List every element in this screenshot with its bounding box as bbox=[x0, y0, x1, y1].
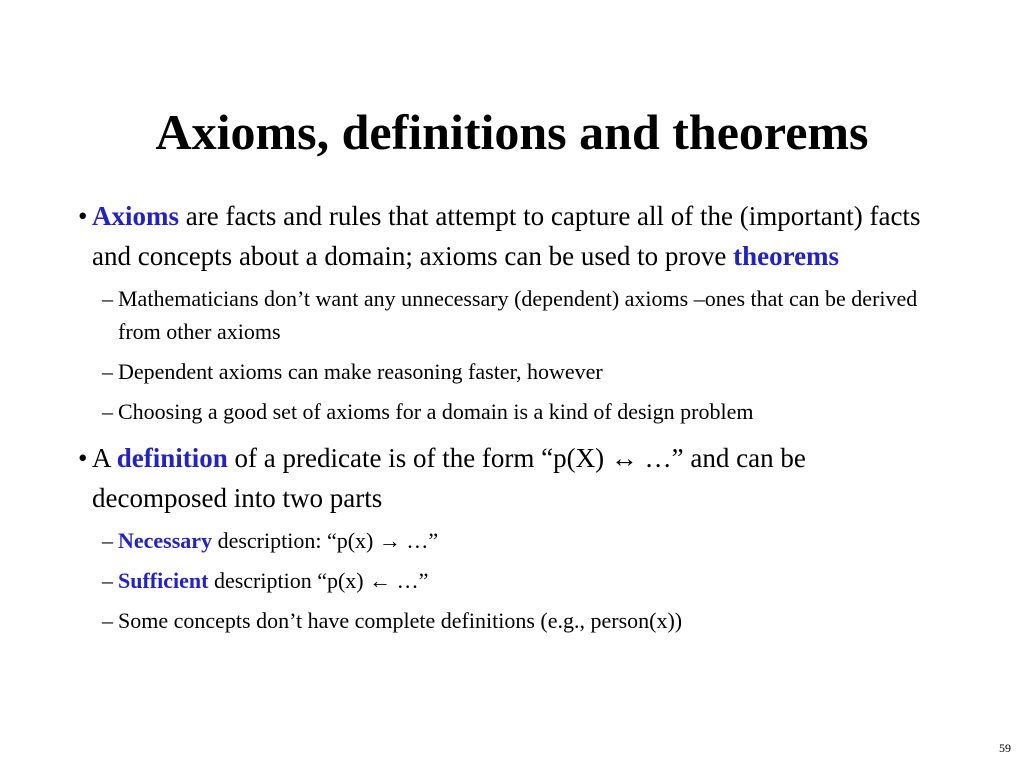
sub-bullet bbox=[78, 604, 938, 637]
page-number: 59 bbox=[999, 741, 1011, 755]
bullet-text: of a predicate is of the form “p(X) ↔ …” and can be decomposed into two parts bbox=[92, 443, 806, 513]
sub-bullet-necessary bbox=[78, 524, 938, 557]
keyword-axioms: Axioms bbox=[92, 201, 179, 231]
sub-bullet bbox=[78, 355, 938, 388]
keyword-sufficient: Sufficient bbox=[118, 568, 209, 593]
sub-bullet-text: Dependent axioms can make reasoning faster, however bbox=[118, 359, 603, 384]
bullet-marker: • bbox=[78, 443, 88, 473]
slide-body bbox=[78, 196, 938, 637]
keyword-theorems: theorems bbox=[733, 241, 840, 271]
dash-marker: – bbox=[102, 399, 113, 424]
bullet-text: are facts and rules that attempt to capture all of the (important) facts and concepts about a domain; axioms can be used to prove bbox=[92, 201, 921, 271]
bullet-prefix: A bbox=[92, 443, 117, 473]
sub-bullet-text: description: “p(x) → …” bbox=[212, 528, 439, 553]
sub-bullet bbox=[78, 395, 938, 428]
sub-bullet bbox=[78, 282, 938, 348]
bullet-marker: • bbox=[78, 201, 88, 231]
bullet-axioms bbox=[78, 196, 938, 276]
dash-marker: – bbox=[102, 359, 113, 384]
keyword-definition: definition bbox=[116, 443, 228, 473]
slide-title: Axioms, definitions and theorems bbox=[155, 104, 869, 160]
sub-bullet-text: Mathematicians don’t want any unnecessary (dependent) axioms –ones that can be derived from other axioms bbox=[118, 286, 918, 344]
dash-marker: – bbox=[102, 286, 113, 311]
dash-marker: – bbox=[102, 568, 113, 593]
dash-marker: – bbox=[102, 528, 113, 553]
dash-marker: – bbox=[102, 608, 113, 633]
keyword-necessary: Necessary bbox=[118, 528, 213, 553]
sub-bullet-text: description “p(x) ← …” bbox=[208, 568, 429, 593]
sub-bullet-sufficient bbox=[78, 564, 938, 597]
sub-bullet-text: Choosing a good set of axioms for a domain is a kind of design problem bbox=[118, 399, 754, 424]
sub-bullet-text: Some concepts don’t have complete definitions (e.g., person(x)) bbox=[118, 608, 683, 633]
bullet-definition bbox=[78, 438, 938, 518]
